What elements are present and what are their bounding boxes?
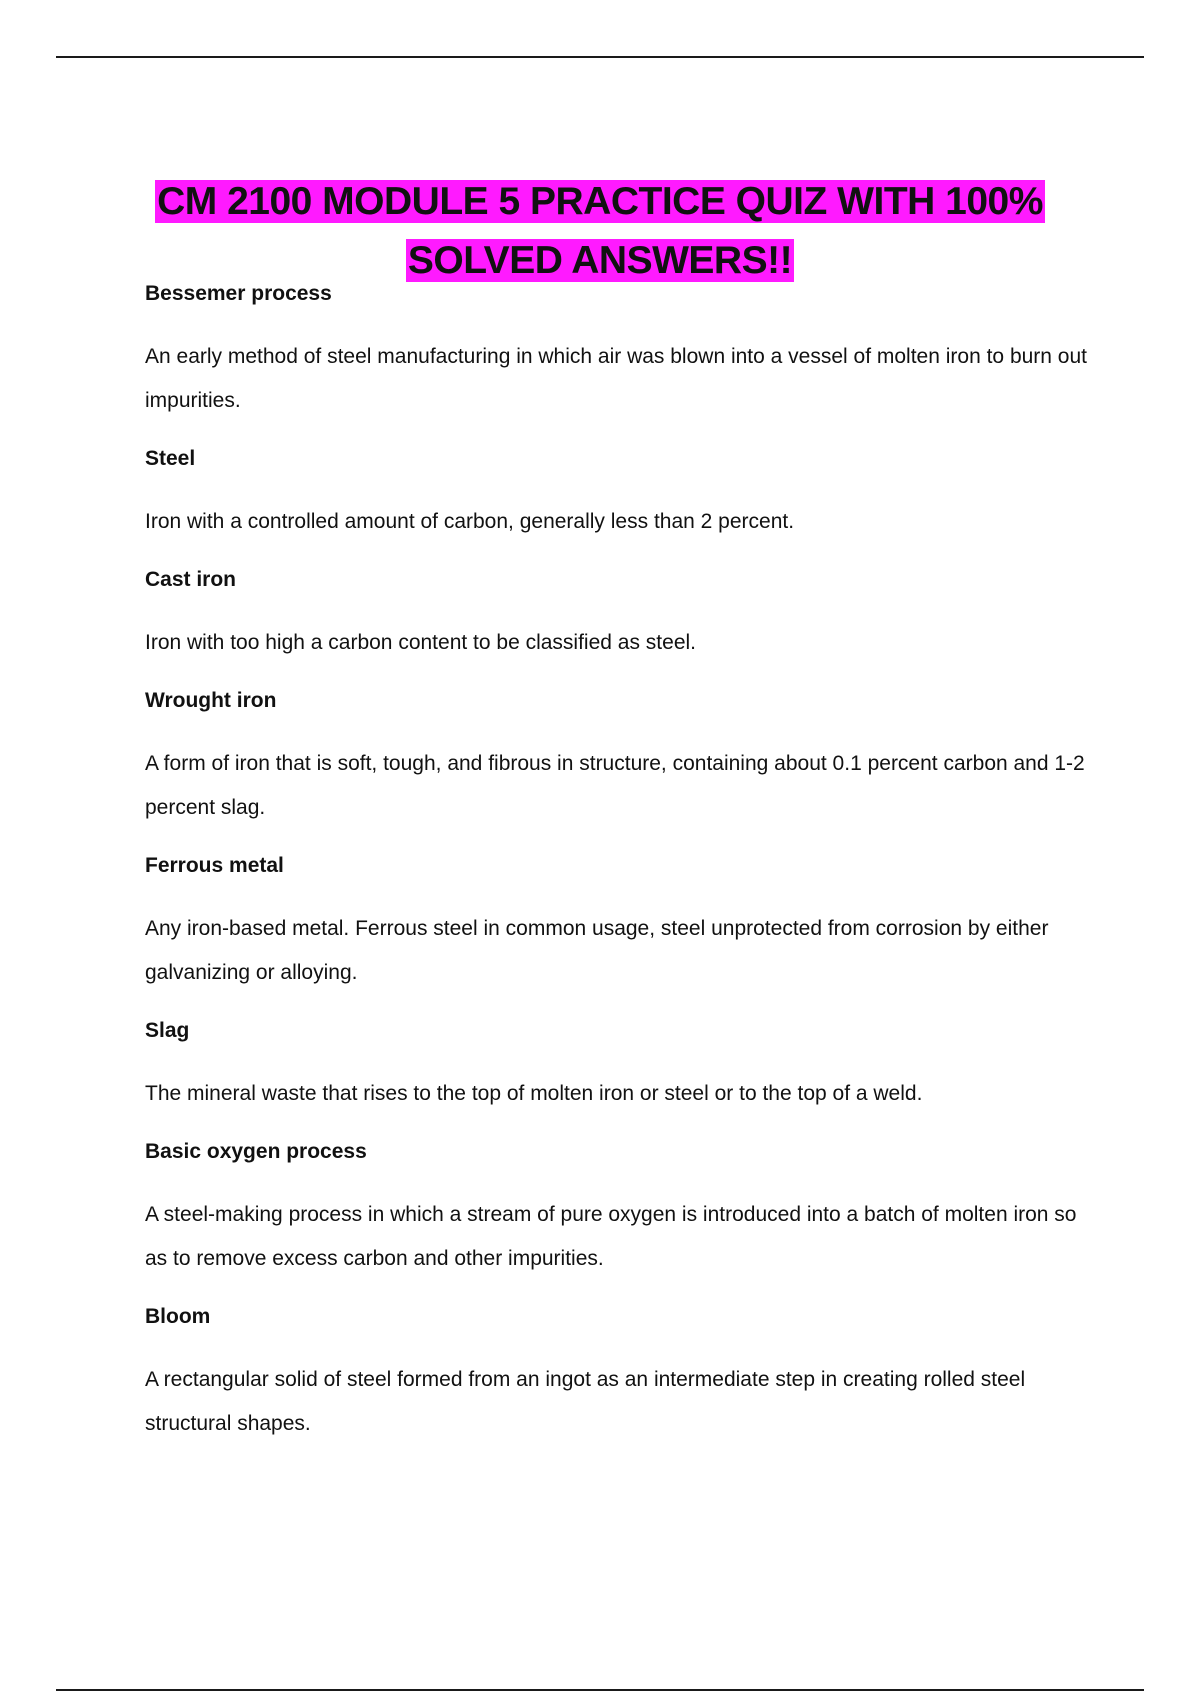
entry-definition: A form of iron that is soft, tough, and fibrous in structure, containing about 0.1 percent carbon and 1-2 percent slag. bbox=[145, 752, 1085, 819]
entry-definition: Iron with too high a carbon content to be classified as steel. bbox=[145, 631, 696, 654]
entry-term: Bloom bbox=[145, 1305, 211, 1328]
document-title bbox=[100, 172, 1100, 290]
entry-term: Wrought iron bbox=[145, 689, 277, 712]
entry-definition: A rectangular solid of steel formed from an ingot as an intermediate step in creating rolled steel structural shapes. bbox=[145, 1368, 1026, 1435]
glossary-entry bbox=[145, 1011, 1095, 1116]
glossary bbox=[145, 274, 1095, 1462]
glossary-entry bbox=[145, 439, 1095, 544]
header-rule bbox=[56, 56, 1144, 58]
entry-definition: Any iron-based metal. Ferrous steel in common usage, steel unprotected from corrosion by either galvanizing or alloying. bbox=[145, 917, 1049, 984]
entry-term: Bessemer process bbox=[145, 282, 332, 305]
entry-definition: The mineral waste that rises to the top of molten iron or steel or to the top of a weld. bbox=[145, 1082, 923, 1105]
entry-term: Steel bbox=[145, 447, 196, 470]
glossary-entry bbox=[145, 1297, 1095, 1446]
glossary-entry bbox=[145, 681, 1095, 830]
entry-definition: An early method of steel manufacturing in which air was blown into a vessel of molten iron to burn out impurities. bbox=[145, 345, 1087, 412]
entry-term: Basic oxygen process bbox=[145, 1140, 367, 1163]
footer-rule bbox=[56, 1689, 1144, 1691]
entry-term: Slag bbox=[145, 1019, 190, 1042]
entry-term: Cast iron bbox=[145, 568, 237, 591]
glossary-entry bbox=[145, 560, 1095, 665]
glossary-entry bbox=[145, 1132, 1095, 1281]
glossary-entry bbox=[145, 274, 1095, 423]
glossary-entry bbox=[145, 846, 1095, 995]
title-highlight: CM 2100 MODULE 5 PRACTICE QUIZ WITH 100% SOLVED ANSWERS!! bbox=[157, 180, 1043, 283]
entry-term: Ferrous metal bbox=[145, 854, 284, 877]
entry-definition: A steel-making process in which a stream of pure oxygen is introduced into a batch of molten iron so as to remove excess carbon and other impurities. bbox=[145, 1203, 1077, 1270]
entry-definition: Iron with a controlled amount of carbon, generally less than 2 percent. bbox=[145, 510, 795, 533]
